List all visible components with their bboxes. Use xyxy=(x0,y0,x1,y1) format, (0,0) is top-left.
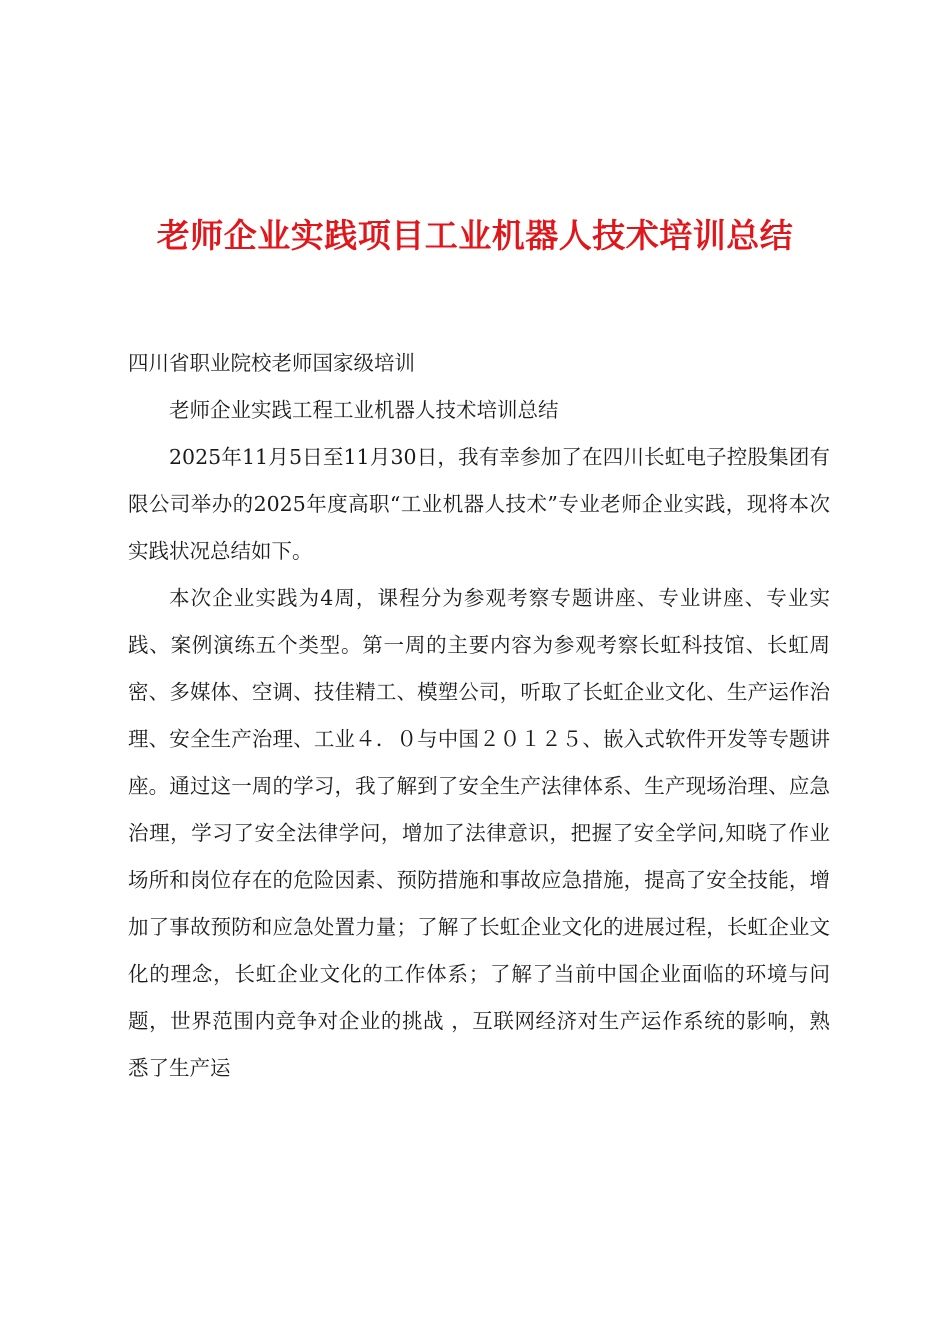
header-line-training-program: 四川省职业院校老师国家级培训 xyxy=(128,351,415,375)
document-body xyxy=(128,340,830,1092)
document-title: 老师企业实践项目工业机器人技术培训总结 xyxy=(156,216,794,255)
header-line-report-subtitle: 老师企业实践工程工业机器人技术培训总结 xyxy=(169,398,559,422)
paragraph-intro: 2025年11月5日至11月30日，我有幸参加了在四川长虹电子控股集团有限公司举办的2025年度高职“工业机器人技术”专业老师企业实践，现将本次实践状况总结如下。 xyxy=(128,445,830,563)
paragraph-week-one: 本次企业实践为4周，课程分为参观考察专题讲座、专业讲座、专业实践、案例演练五个类型。第一周的主要内容为参观考察长虹科技馆、长虹周密、多媒体、空调、技佳精工、模塑公司，听取了长虹企业文化、生产运作治理、安全生产治理、工业４．０与中国２０１２５、嵌入式软件开发等专题讲座。通过这一周的学习，我了解到了安全生产法律体系、生产现场治理、应急治理，学习了安全法律学问，增加了法律意识，把握了安全学问,知晓了作业场所和岗位存在的危险因素、预防措施和事故应急措施，提高了安全技能，增加了事故预防和应急处置力量；了解了长虹企业文化的进展过程，长虹企业文化的理念，长虹企业文化的工作体系；了解了当前中国企业面临的环境与问题，世界范围内竞争对企业的挑战 ，互联网经济对生产运作系统的影响，熟悉了生产运 xyxy=(128,586,830,1080)
